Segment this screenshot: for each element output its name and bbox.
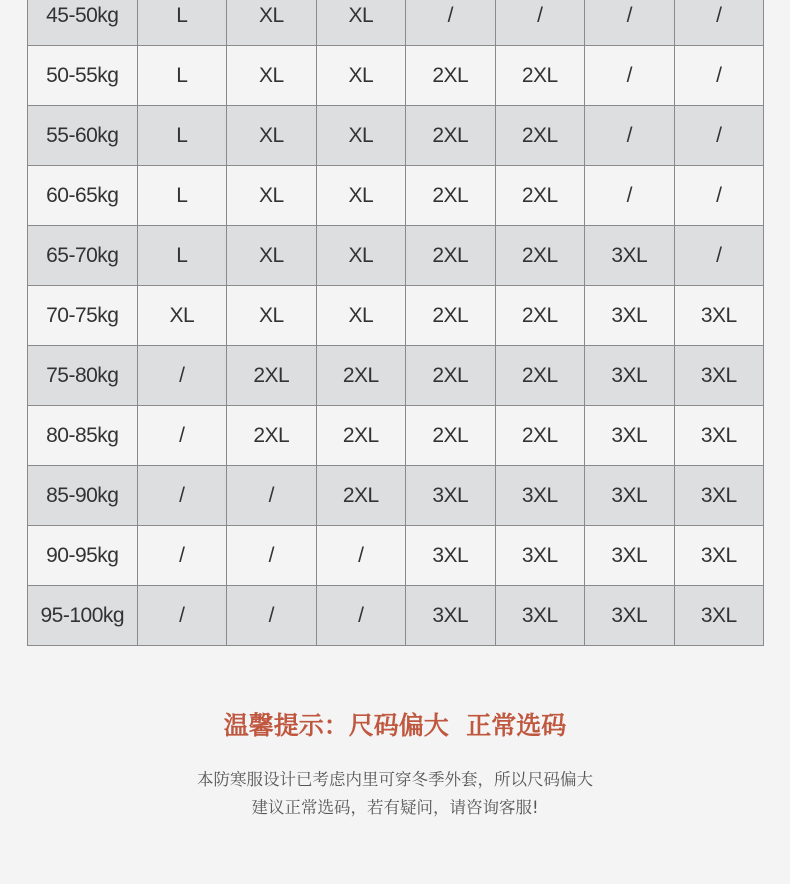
size-cell: L [137, 0, 226, 46]
table-row [28, 286, 764, 346]
size-cell: 3XL [495, 466, 584, 526]
size-cell: / [585, 0, 674, 46]
size-cell: 2XL [406, 166, 495, 226]
size-cell: 2XL [316, 406, 405, 466]
weight-cell: 80-85kg [28, 406, 138, 466]
size-cell: 3XL [674, 526, 764, 586]
size-cell: 2XL [406, 346, 495, 406]
size-cell: 2XL [227, 346, 316, 406]
size-cell: XL [227, 166, 316, 226]
weight-cell: 95-100kg [28, 586, 138, 646]
size-cell: 3XL [585, 346, 674, 406]
table-row [28, 226, 764, 286]
size-cell: 2XL [495, 286, 584, 346]
size-cell: / [227, 586, 316, 646]
size-cell: 3XL [406, 466, 495, 526]
size-cell: 2XL [495, 106, 584, 166]
size-cell: L [137, 46, 226, 106]
size-cell: / [137, 526, 226, 586]
size-cell: / [495, 0, 584, 46]
tip-title: 温馨提示：尺码偏大 正常选码 [223, 711, 567, 740]
table-row [28, 346, 764, 406]
weight-cell: 55-60kg [28, 106, 138, 166]
size-cell: XL [316, 0, 405, 46]
size-cell: / [585, 46, 674, 106]
size-chart-table [27, 0, 764, 646]
size-cell: XL [316, 106, 405, 166]
table-row [28, 526, 764, 586]
size-cell: 3XL [674, 286, 764, 346]
weight-cell: 65-70kg [28, 226, 138, 286]
table-row [28, 106, 764, 166]
size-cell: 2XL [495, 166, 584, 226]
size-cell: 3XL [674, 586, 764, 646]
size-cell: / [316, 586, 405, 646]
weight-cell: 70-75kg [28, 286, 138, 346]
table-row [28, 586, 764, 646]
size-cell: XL [137, 286, 226, 346]
weight-cell: 85-90kg [28, 466, 138, 526]
size-cell: 2XL [406, 106, 495, 166]
size-cell: XL [227, 46, 316, 106]
size-cell: / [674, 166, 764, 226]
size-cell: XL [316, 166, 405, 226]
size-cell: / [227, 466, 316, 526]
size-cell: / [674, 106, 764, 166]
size-cell: 3XL [406, 526, 495, 586]
size-cell: 2XL [406, 286, 495, 346]
size-cell: / [674, 226, 764, 286]
weight-cell: 90-95kg [28, 526, 138, 586]
size-cell: / [227, 526, 316, 586]
size-cell: 2XL [406, 406, 495, 466]
size-cell: XL [316, 46, 405, 106]
size-cell: 3XL [585, 526, 674, 586]
table-row [28, 166, 764, 226]
size-cell: / [674, 46, 764, 106]
table-row [28, 0, 764, 46]
weight-cell: 50-55kg [28, 46, 138, 106]
size-cell: / [137, 586, 226, 646]
size-cell: 2XL [495, 406, 584, 466]
size-cell: 2XL [495, 346, 584, 406]
size-cell: / [585, 166, 674, 226]
size-cell: 3XL [585, 226, 674, 286]
size-cell: 3XL [674, 406, 764, 466]
size-cell: L [137, 226, 226, 286]
tip-text-line-1: 本防寒服设计已考虑内里可穿冬季外套，所以尺码偏大 [197, 770, 593, 789]
size-cell: XL [227, 226, 316, 286]
size-cell: / [137, 346, 226, 406]
size-chart-body [28, 0, 764, 646]
size-cell: 3XL [585, 466, 674, 526]
weight-cell: 75-80kg [28, 346, 138, 406]
size-cell: XL [316, 286, 405, 346]
size-cell: XL [227, 106, 316, 166]
table-row [28, 406, 764, 466]
size-cell: / [316, 526, 405, 586]
tip-text-line-2: 建议正常选码，若有疑问，请咨询客服! [251, 798, 539, 817]
size-cell: / [674, 0, 764, 46]
table-row [28, 466, 764, 526]
size-cell: 3XL [495, 526, 584, 586]
weight-cell: 45-50kg [28, 0, 138, 46]
size-cell: / [137, 406, 226, 466]
size-cell: 2XL [227, 406, 316, 466]
size-cell: XL [227, 286, 316, 346]
size-cell: 3XL [585, 406, 674, 466]
size-cell: 3XL [585, 586, 674, 646]
size-cell: / [406, 0, 495, 46]
size-cell: L [137, 166, 226, 226]
size-cell: L [137, 106, 226, 166]
size-cell: 3XL [495, 586, 584, 646]
size-cell: 3XL [406, 586, 495, 646]
size-cell: 3XL [674, 466, 764, 526]
size-cell: 3XL [674, 346, 764, 406]
weight-cell: 60-65kg [28, 166, 138, 226]
size-cell: 2XL [316, 346, 405, 406]
size-cell: 2XL [495, 46, 584, 106]
size-cell: XL [316, 226, 405, 286]
size-cell: XL [227, 0, 316, 46]
size-cell: / [137, 466, 226, 526]
table-row [28, 46, 764, 106]
size-cell: 2XL [316, 466, 405, 526]
size-cell: / [585, 106, 674, 166]
size-cell: 2XL [495, 226, 584, 286]
size-cell: 2XL [406, 226, 495, 286]
size-cell: 3XL [585, 286, 674, 346]
size-cell: 2XL [406, 46, 495, 106]
